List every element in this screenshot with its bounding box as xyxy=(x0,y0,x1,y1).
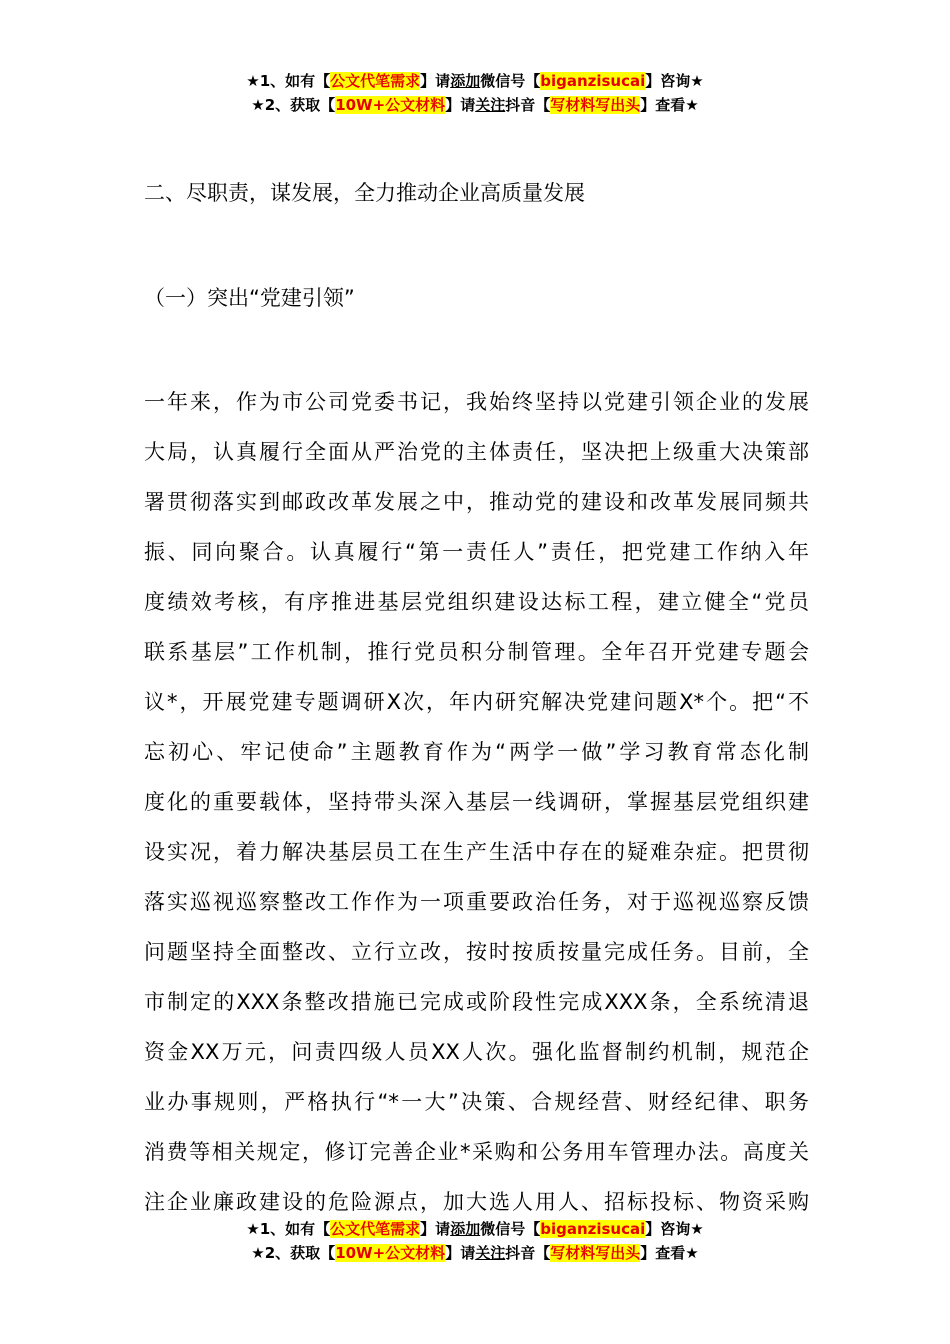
promo-highlight: 公文代笔需求 xyxy=(330,1220,421,1238)
promo-text: 】咨询★ xyxy=(645,1220,704,1238)
promo-line-1 xyxy=(0,1217,950,1241)
paragraph-line: 设实况，着力解决基层员工在生产生活中存在的疑难杂症。把贯彻 xyxy=(144,840,809,864)
paragraph-line: 署贯彻落实到邮政改革发展之中，推动党的建设和改革发展同频共 xyxy=(144,490,809,514)
paragraph-line: 议*，开展党建专题调研X次，年内研究解决党建问题X*个。把“不 xyxy=(144,690,809,714)
paragraph-line: 市制定的XXX条整改措施已完成或阶段性完成XXX条，全系统清退 xyxy=(144,990,809,1014)
promo-highlight: 写材料写出头 xyxy=(550,96,641,114)
promo-banner-bottom xyxy=(0,1217,950,1265)
promo-text: 】请 xyxy=(445,96,476,114)
promo-underlined: 添加 xyxy=(450,72,481,90)
paragraph-line: 消费等相关规定，修订完善企业*采购和公务用车管理办法。高度关 xyxy=(144,1140,809,1164)
paragraph-line: 落实巡视巡察整改工作作为一项重要政治任务，对于巡视巡察反馈 xyxy=(144,890,809,914)
promo-text: 微信号【 xyxy=(480,1220,541,1238)
paragraph-line: 度化的重要载体，坚持带头深入基层一线调研，掌握基层党组织建 xyxy=(144,790,809,814)
promo-underlined: 关注 xyxy=(475,1244,506,1262)
promo-text: 】咨询★ xyxy=(645,72,704,90)
promo-highlight: 公文代笔需求 xyxy=(330,72,421,90)
promo-highlight: 10W+公文材料 xyxy=(335,1244,446,1262)
promo-text: ★1、如有【 xyxy=(246,1220,331,1238)
paragraph-line: 资金XX万元，问责四级人员XX人次。强化监督制约机制，规范企 xyxy=(144,1040,809,1064)
promo-text: 微信号【 xyxy=(480,72,541,90)
promo-line-1 xyxy=(0,69,950,93)
promo-text: 】请 xyxy=(445,1244,476,1262)
promo-line-2 xyxy=(0,93,950,117)
promo-text: 】查看★ xyxy=(640,1244,699,1262)
promo-line-2 xyxy=(0,1241,950,1265)
promo-text: 】请 xyxy=(420,1220,451,1238)
promo-banner-top xyxy=(0,69,950,117)
subsection-heading: （一）突出“党建引领” xyxy=(144,286,355,310)
promo-text: 抖音【 xyxy=(505,1244,551,1262)
paragraph-line: 忘初心、牢记使命”主题教育作为“两学一做”学习教育常态化制 xyxy=(144,740,809,764)
paragraph-line: 注企业廉政建设的危险源点，加大选人用人、招标投标、物资采购 xyxy=(144,1190,809,1214)
promo-text: ★2、获取【 xyxy=(251,1244,336,1262)
section-heading: 二、尽职责，谋发展，全力推动企业高质量发展 xyxy=(144,181,585,205)
promo-text: 】请 xyxy=(420,72,451,90)
paragraph-line: 度绩效考核，有序推进基层党组织建设达标工程，建立健全“党员 xyxy=(144,590,809,614)
paragraph-line: 问题坚持全面整改、立行立改，按时按质按量完成任务。目前，全 xyxy=(144,940,809,964)
paragraph-line: 大局，认真履行全面从严治党的主体责任，坚决把上级重大决策部 xyxy=(144,440,809,464)
promo-highlight: biganzisucai xyxy=(540,1220,646,1238)
paragraph-line: 联系基层”工作机制，推行党员积分制管理。全年召开党建专题会 xyxy=(144,640,809,664)
body-paragraph xyxy=(144,377,809,1227)
paragraph-line: 一年来，作为市公司党委书记，我始终坚持以党建引领企业的发展 xyxy=(144,390,809,414)
promo-text: ★2、获取【 xyxy=(251,96,336,114)
promo-text: 抖音【 xyxy=(505,96,551,114)
promo-underlined: 关注 xyxy=(475,96,506,114)
promo-text: 】查看★ xyxy=(640,96,699,114)
promo-text: ★1、如有【 xyxy=(246,72,331,90)
promo-highlight: 10W+公文材料 xyxy=(335,96,446,114)
paragraph-line: 振、同向聚合。认真履行“第一责任人”责任，把党建工作纳入年 xyxy=(144,540,809,564)
promo-highlight: 写材料写出头 xyxy=(550,1244,641,1262)
promo-underlined: 添加 xyxy=(450,1220,481,1238)
paragraph-line: 业办事规则，严格执行“*一大”决策、合规经营、财经纪律、职务 xyxy=(144,1090,809,1114)
promo-highlight: biganzisucai xyxy=(540,72,646,90)
